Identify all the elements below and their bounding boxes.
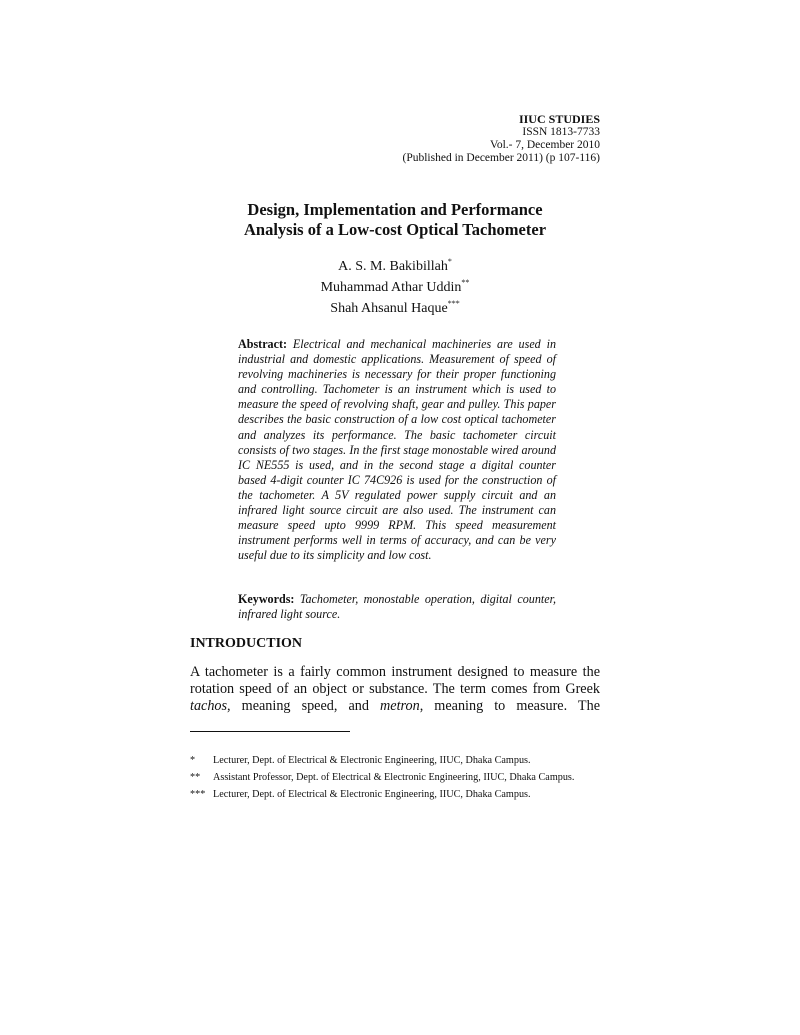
footnote — [190, 786, 574, 803]
author — [190, 298, 600, 319]
keywords — [238, 592, 556, 622]
footnote-mark: * — [190, 755, 196, 766]
author — [190, 277, 600, 298]
abstract-label: Abstract: — [238, 337, 288, 351]
intro-text: A tachometer is a fairly common instrument designed to measure the rotation speed of an object or substance. The term comes from Greek — [190, 664, 600, 697]
author-name: Shah Ahsanul Haque — [330, 301, 448, 316]
volume-info: Vol.- 7, December 2010 — [490, 139, 600, 151]
paper-title — [190, 200, 600, 240]
footnote-divider — [190, 731, 350, 732]
introduction-paragraph — [190, 664, 600, 715]
author-list — [190, 256, 600, 319]
footnote-text: Assistant Professor, Dept. of Electrical & Electronic Engineering, IIUC, Dhaka Campus. — [213, 772, 575, 783]
keywords-text: Tachometer, monostable operation, digital counter, infrared light source. — [238, 592, 556, 622]
section-heading: INTRODUCTION — [190, 636, 303, 651]
footnote — [190, 752, 574, 769]
footnotes — [190, 752, 574, 803]
intro-text: , meaning to measure. The — [419, 698, 600, 714]
author-name: Muhammad Athar Uddin — [320, 280, 462, 295]
intro-term: tachos — [190, 698, 228, 714]
footnote-mark: ** — [190, 772, 201, 783]
footnote-mark: *** — [190, 789, 206, 800]
footnote-text: Lecturer, Dept. of Electrical & Electronic Engineering, IIUC, Dhaka Campus. — [213, 755, 531, 766]
issn: ISSN 1813-7733 — [522, 126, 600, 138]
author — [190, 256, 600, 277]
journal-masthead — [403, 113, 600, 165]
intro-term: metron — [380, 698, 420, 714]
keywords-label: Keywords: — [238, 592, 295, 606]
title-line-2: Analysis of a Low-cost Optical Tachometer — [243, 220, 547, 239]
journal-name: IIUC STUDIES — [518, 112, 600, 126]
intro-text: , meaning speed, and — [227, 698, 381, 714]
author-footnote-mark: ** — [461, 278, 470, 287]
author-footnote-mark: * — [447, 257, 452, 266]
publication-info: (Published in December 2011) (p 107-116) — [402, 152, 600, 164]
abstract-text: Electrical and mechanical machineries are used in industrial and domestic applications. Measurement of speed of revolving machineries is necessary for their proper functioning and controlling. Tachometer is an instrument which is used to measure the speed of revolving shaft, gear and pulley. This paper describes the basic construction of a low cost optical tachometer and analyzes its performance. The basic tachometer circuit consists of two stages. In the first stage monostable wired around IC NE555 is used, and in the second stage a digital counter based 4-digit counter IC 74C926 is used for the construction of the tachometer. A 5V regulated power supply circuit and an infrared light source circuit are also used. The instrument can measure speed upto 9999 RPM. This speed measurement instrument performs well in terms of accuracy, and can be very useful due to its simplicity and low cost. — [238, 337, 556, 563]
author-footnote-mark: *** — [447, 299, 460, 308]
abstract — [238, 337, 556, 563]
title-line-1: Design, Implementation and Performance — [247, 200, 543, 219]
footnote-text: Lecturer, Dept. of Electrical & Electronic Engineering, IIUC, Dhaka Campus. — [213, 789, 531, 800]
author-name: A. S. M. Bakibillah — [338, 259, 448, 274]
footnote — [190, 769, 574, 786]
